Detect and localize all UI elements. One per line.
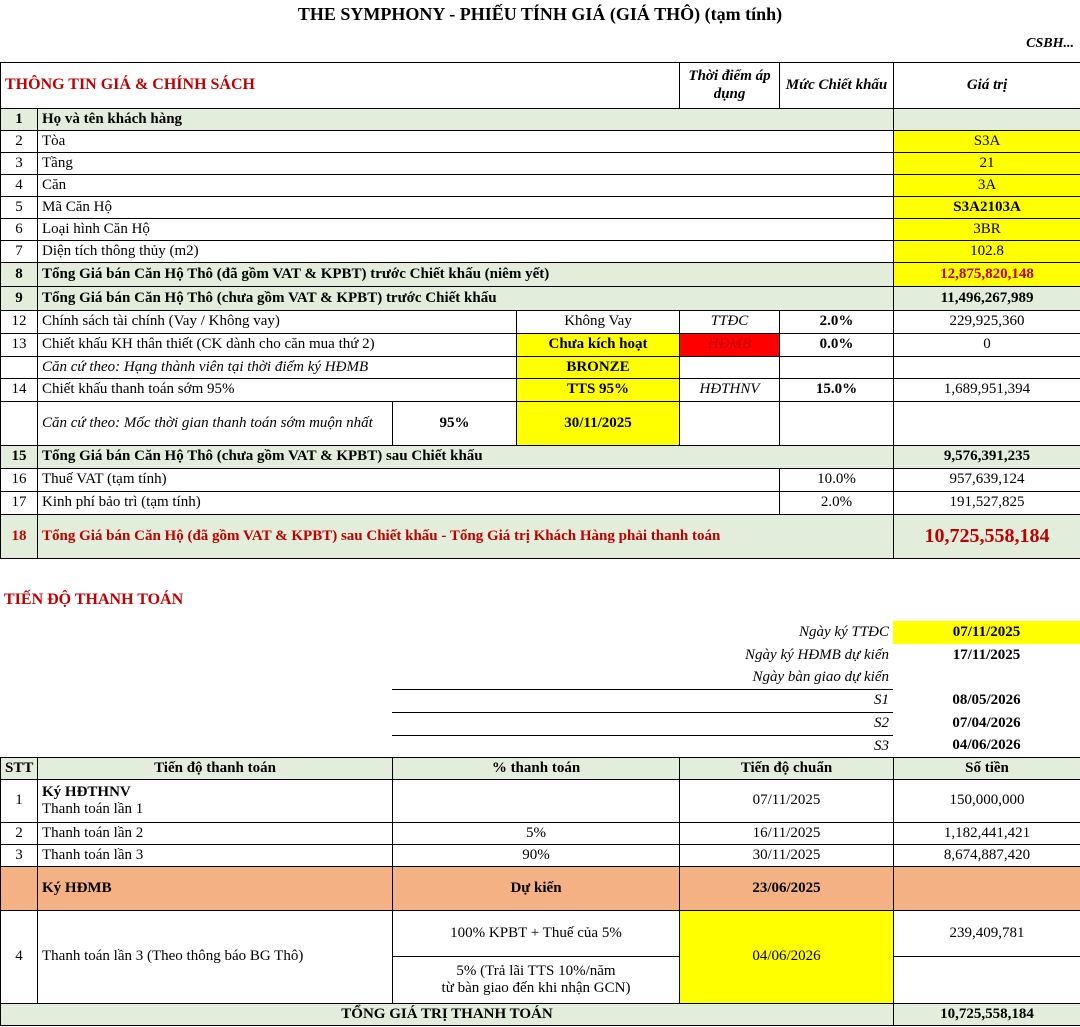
payment-2-label: Thanh toán lần 2 bbox=[38, 823, 393, 845]
price-after-discount-label: Tổng Giá bán Căn Hộ Thô (chưa gồm VAT & KPBT) sau Chiết khấu bbox=[38, 446, 894, 469]
early-payment-pct: 95% bbox=[393, 402, 517, 446]
row-no: 7 bbox=[1, 241, 38, 263]
early-payment-label: Chiết khấu thanh toán sớm 95% bbox=[38, 379, 517, 402]
payment-4-pct-b bbox=[393, 957, 680, 1004]
section-schedule-heading: TIẾN ĐỘ THANH TOÁN bbox=[4, 591, 184, 608]
tower-label: Tòa bbox=[38, 131, 894, 153]
payment-4-pct-a: 100% KPBT + Thuế của 5% bbox=[393, 911, 680, 957]
listed-price-value: 12,875,820,148 bbox=[894, 263, 1080, 287]
sales-contract-date: 23/06/2025 bbox=[680, 867, 894, 911]
total-payable-label: Tổng Giá bán Căn Hộ (đã gồm VAT & KPBT) sau Chiết khấu - Tổng Giá trị Khách Hàng phải thanh toán bbox=[38, 515, 894, 559]
finance-policy-label: Chính sách tài chính (Vay / Không vay) bbox=[38, 311, 517, 334]
stt: 3 bbox=[1, 845, 38, 867]
col-progress: Tiến độ thanh toán bbox=[38, 758, 393, 780]
floor-value[interactable]: 21 bbox=[894, 153, 1080, 175]
row-no: 1 bbox=[1, 109, 38, 131]
price-after-discount-value: 9,576,391,235 bbox=[894, 446, 1080, 469]
payment-1-date: 07/11/2025 bbox=[680, 780, 894, 823]
area-label: Diện tích thông thủy (m2) bbox=[38, 241, 894, 263]
payment-3-amount: 8,674,887,420 bbox=[894, 845, 1080, 867]
contract-date-label: Ngày ký HĐMB dự kiến bbox=[745, 646, 889, 663]
deposit-date-label: Ngày ký TTĐC bbox=[799, 623, 889, 640]
finance-policy-option[interactable]: Không Vay bbox=[517, 311, 680, 334]
payment-4-pct-b-line1: 5% (Trả lãi TTS 10%/năm bbox=[456, 962, 616, 979]
deposit-date-value[interactable]: 07/11/2025 bbox=[893, 621, 1080, 644]
handover-s3-label: S3 bbox=[392, 735, 893, 757]
payment-1-cell bbox=[38, 780, 393, 823]
loyalty-discount-value: 0 bbox=[894, 334, 1080, 357]
loyalty-discount-label: Chiết khấu KH thân thiết (CK dành cho căn mua thứ 2) bbox=[38, 334, 517, 357]
early-payment-option[interactable]: TTS 95% bbox=[517, 379, 680, 402]
area-value: 102.8 bbox=[894, 241, 1080, 263]
price-before-discount-value: 11,496,267,989 bbox=[894, 287, 1080, 311]
early-payment-deadline[interactable]: 30/11/2025 bbox=[517, 402, 680, 446]
finance-policy-discount: 2.0% bbox=[780, 311, 894, 334]
row-no: 15 bbox=[1, 446, 38, 469]
early-payment-basis-label: Căn cứ theo: Mốc thời gian thanh toán sớm muộn nhất bbox=[38, 402, 393, 446]
stt: 4 bbox=[1, 911, 38, 1004]
stt: 2 bbox=[1, 823, 38, 845]
vat-value: 957,639,124 bbox=[894, 469, 1080, 492]
row-no: 3 bbox=[1, 153, 38, 175]
contract-date-value: 17/11/2025 bbox=[952, 646, 1021, 663]
price-before-discount-label: Tổng Giá bán Căn Hộ Thô (chưa gồm VAT & KPBT) trước Chiết khấu bbox=[38, 287, 894, 311]
row-no: 13 bbox=[1, 334, 38, 357]
row-no: 2 bbox=[1, 131, 38, 153]
payment-1-amount: 150,000,000 bbox=[894, 780, 1080, 823]
sales-contract-expected: Dự kiến bbox=[393, 867, 680, 911]
customer-name-label: Họ và tên khách hàng bbox=[38, 109, 894, 131]
payment-3-date: 30/11/2025 bbox=[680, 845, 894, 867]
early-payment-value: 1,689,951,394 bbox=[894, 379, 1080, 402]
row-no: 18 bbox=[1, 515, 38, 559]
page-title: THE SYMPHONY - PHIẾU TÍNH GIÁ (GIÁ THÔ) (tạm tính) bbox=[297, 4, 783, 24]
membership-tier[interactable]: BRONZE bbox=[517, 357, 680, 379]
handover-s1-value: 08/05/2026 bbox=[952, 691, 1021, 708]
payment-3-pct: 90% bbox=[393, 845, 680, 867]
policy-code: CSBH... bbox=[1026, 36, 1074, 51]
row-no: 6 bbox=[1, 219, 38, 241]
early-payment-discount: 15.0% bbox=[780, 379, 894, 402]
handover-s2-value: 07/04/2026 bbox=[952, 714, 1021, 731]
maintenance-fee-value: 191,527,825 bbox=[894, 492, 1080, 515]
payment-4-date: 04/06/2026 bbox=[680, 911, 894, 1004]
row-no: 17 bbox=[1, 492, 38, 515]
vat-label: Thuế VAT (tạm tính) bbox=[38, 469, 780, 492]
payment-4-label: Thanh toán lần 3 (Theo thông báo BG Thô) bbox=[38, 911, 393, 1004]
maintenance-fee-rate: 2.0% bbox=[780, 492, 894, 515]
tower-value[interactable]: S3A bbox=[894, 131, 1080, 153]
col-pct: % thanh toán bbox=[393, 758, 680, 780]
col-time-header: Thời điểm áp dụng bbox=[680, 63, 780, 109]
row-no: 16 bbox=[1, 469, 38, 492]
col-value-header: Giá trị bbox=[894, 63, 1080, 109]
col-stt: STT bbox=[1, 758, 38, 780]
price-table-body bbox=[0, 62, 1080, 559]
payment-1-pct bbox=[393, 780, 680, 823]
maintenance-fee-label: Kinh phí bảo trì (tạm tính) bbox=[38, 492, 780, 515]
col-standard: Tiến độ chuẩn bbox=[680, 758, 894, 780]
customer-name-value[interactable] bbox=[894, 109, 1080, 131]
total-payment-label: TỔNG GIÁ TRỊ THANH TOÁN bbox=[1, 1004, 894, 1026]
handover-s2-label: S2 bbox=[392, 712, 893, 735]
col-amount: Số tiền bbox=[894, 758, 1080, 780]
unit-type-value: 3BR bbox=[894, 219, 1080, 241]
loyalty-discount-time: HĐMB bbox=[680, 334, 780, 357]
sales-contract-label: Ký HĐMB bbox=[38, 867, 393, 911]
row-no: 12 bbox=[1, 311, 38, 334]
section-price-heading: THÔNG TIN GIÁ & CHÍNH SÁCH bbox=[1, 63, 680, 109]
handover-date-value bbox=[893, 667, 1080, 689]
row-no: 8 bbox=[1, 263, 38, 287]
unit-code-label: Mã Căn Hộ bbox=[38, 197, 894, 219]
loyalty-discount-option[interactable]: Chưa kích hoạt bbox=[517, 334, 680, 357]
loyalty-discount-rate: 0.0% bbox=[780, 334, 894, 357]
row-no: 9 bbox=[1, 287, 38, 311]
unit-value[interactable]: 3A bbox=[894, 175, 1080, 197]
row-no: 5 bbox=[1, 197, 38, 219]
payment-1-title: Ký HĐTHNV bbox=[42, 783, 131, 800]
payment-2-amount: 1,182,441,421 bbox=[894, 823, 1080, 845]
row-no: 4 bbox=[1, 175, 38, 197]
floor-label: Tầng bbox=[38, 153, 894, 175]
payment-4-amount: 239,409,781 bbox=[894, 911, 1080, 957]
unit-label: Căn bbox=[38, 175, 894, 197]
payment-2-pct: 5% bbox=[393, 823, 680, 845]
unit-code-value: S3A2103A bbox=[894, 197, 1080, 219]
handover-date-label: Ngày bàn giao dự kiến bbox=[392, 667, 893, 689]
row-no: 14 bbox=[1, 379, 38, 402]
total-payment-amount: 10,725,558,184 bbox=[894, 1004, 1080, 1026]
handover-s1-label: S1 bbox=[392, 689, 893, 712]
payment-3-label: Thanh toán lần 3 bbox=[38, 845, 393, 867]
payment-schedule-table bbox=[0, 757, 1080, 1026]
col-discount-header: Mức Chiết khấu bbox=[780, 63, 894, 109]
unit-type-label: Loại hình Căn Hộ bbox=[38, 219, 894, 241]
key-dates-table bbox=[392, 621, 1080, 757]
vat-rate: 10.0% bbox=[780, 469, 894, 492]
finance-policy-value: 229,925,360 bbox=[894, 311, 1080, 334]
total-payable-value: 10,725,558,184 bbox=[894, 515, 1080, 559]
payment-4-pct-b-line2: từ bàn giao đến khi nhận GCN) bbox=[441, 980, 631, 996]
stt: 1 bbox=[1, 780, 38, 823]
early-payment-time: HĐTHNV bbox=[680, 379, 780, 402]
payment-2-date: 16/11/2025 bbox=[680, 823, 894, 845]
payment-1-label: Thanh toán lần 1 bbox=[42, 801, 144, 817]
listed-price-label: Tổng Giá bán Căn Hộ Thô (đã gồm VAT & KPBT) trước Chiết khấu (niêm yết) bbox=[38, 263, 894, 287]
finance-policy-time: TTĐC bbox=[680, 311, 780, 334]
handover-s3-value: 04/06/2026 bbox=[952, 737, 1021, 754]
membership-basis-label: Căn cứ theo: Hạng thành viên tại thời điểm ký HĐMB bbox=[38, 357, 517, 379]
